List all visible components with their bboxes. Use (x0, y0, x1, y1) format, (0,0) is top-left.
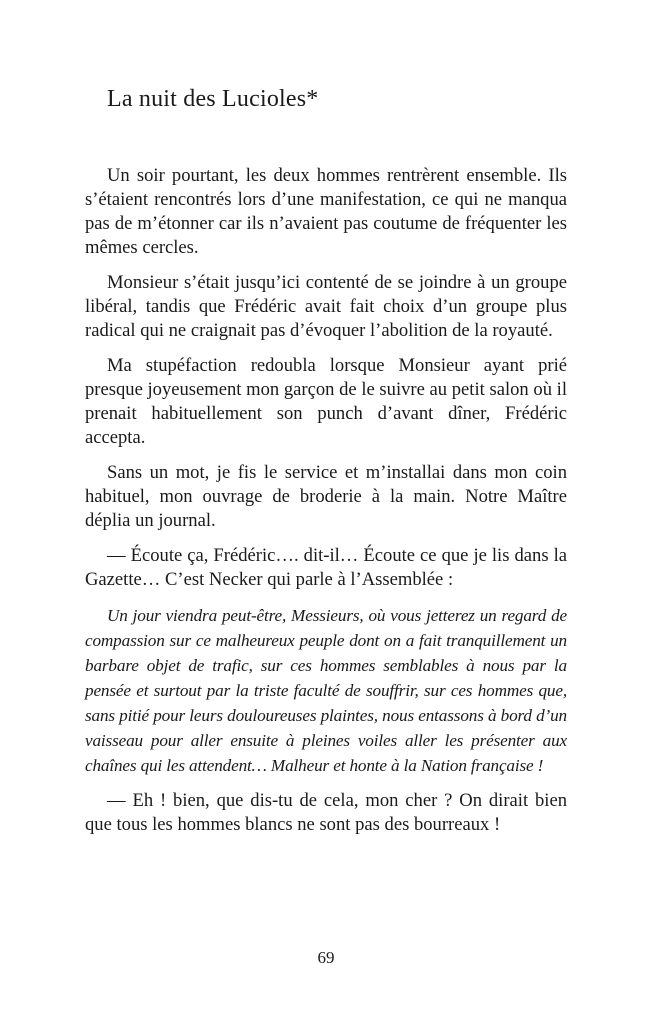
paragraph: Un soir pourtant, les deux hommes rentrèrent ensemble. Ils s’étaient rencontrés lors d’une manifestation, ce qui ne manqua pas de m’étonner car ils n’avaient pas coutume de fréquenter les mêmes cercles. (85, 165, 567, 258)
book-page (85, 0, 567, 1035)
chapter-title: La nuit des Lucioles* (107, 86, 319, 112)
paragraph: Monsieur s’était jusqu’ici contenté de se joindre à un groupe libéral, tandis que Frédéric avait fait choix d’un groupe plus radical qui ne craignait pas d’évoquer l’abolition de la royauté. (85, 272, 567, 341)
paragraph: — Eh ! bien, que dis-tu de cela, mon cher ? On dirait bien que tous les hommes blancs ne sont pas des bourreaux ! (85, 790, 567, 835)
chapter-body (85, 164, 567, 848)
paragraph: Sans un mot, je fis le service et m’installai dans mon coin habituel, mon ouvrage de broderie à la main. Notre Maître déplia un journal. (85, 462, 567, 531)
quoted-speech: Un jour viendra peut-être, Messieurs, où vous jetterez un regard de compassion sur ce malheureux peuple dont on a fait tranquillement un barbare objet de trafic, sur ces hommes semblables à nous par la pensée et surtout par la triste faculté de souffrir, sur ces hommes que, sans pitié pour leurs douloureuses plaintes, nous entassons à bord d’un vaisseau pour aller ensuite à pleines voiles aller les présenter aux chaînes qui les attendent… Malheur et honte à la Nation française ! (85, 606, 567, 775)
paragraph: Ma stupéfaction redoubla lorsque Monsieur ayant prié presque joyeusement mon garçon de le suivre au petit salon où il prenait habituellement son punch d’avant dîner, Frédéric accepta. (85, 355, 567, 448)
paragraph: — Écoute ça, Frédéric…. dit-il… Écoute ce que je lis dans la Gazette… C’est Necker qui parle à l’Assemblée : (85, 545, 567, 590)
page-number: 69 (317, 948, 335, 967)
